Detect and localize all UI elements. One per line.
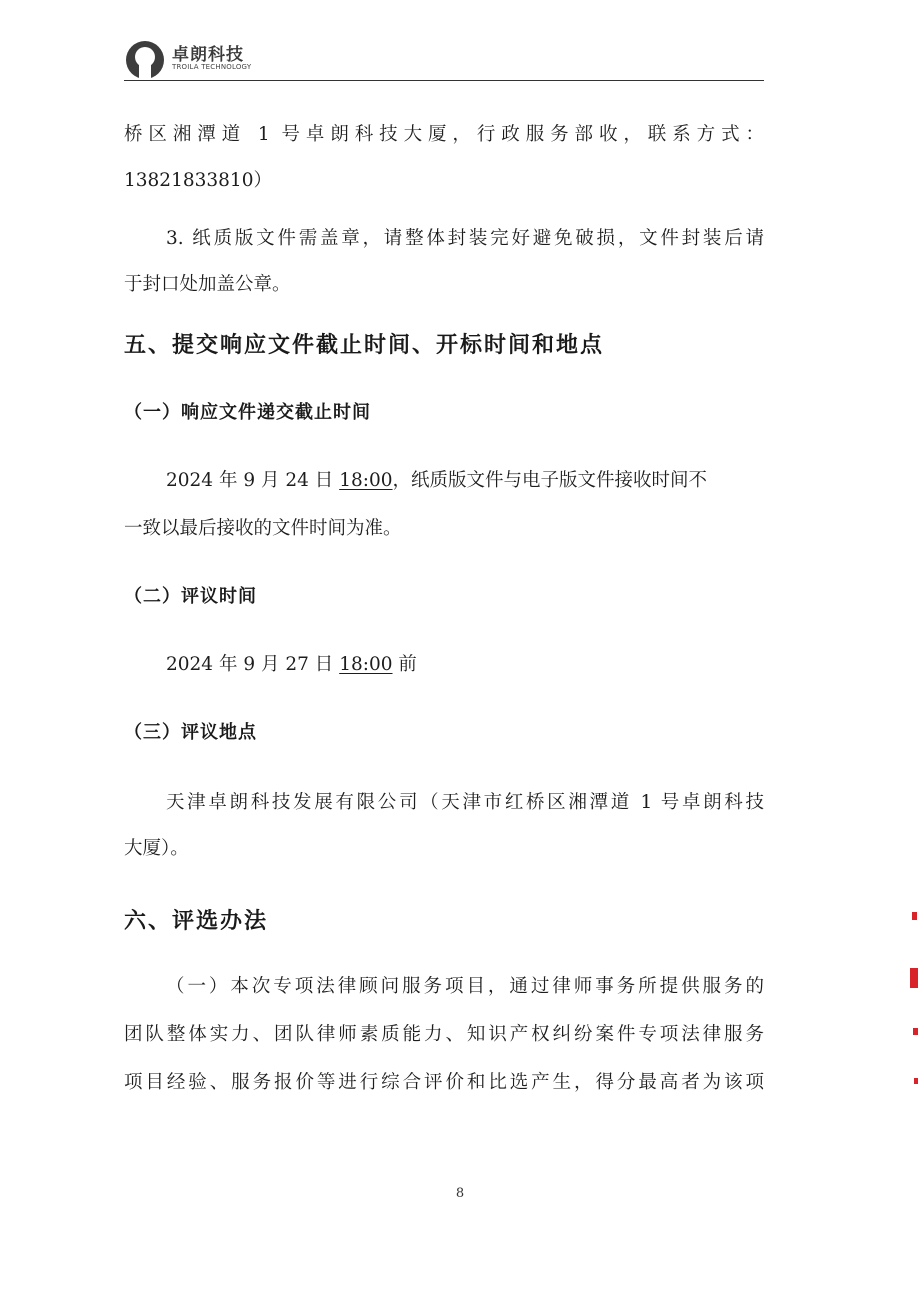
company-logo-icon xyxy=(124,39,166,81)
paragraph-3-line-1: 3. 纸质版文件需盖章，请整体封装完好避免破损，文件封装后请 xyxy=(166,228,764,249)
section-5-1-heading: （一）响应文件递交截止时间 xyxy=(124,402,371,423)
evaluation-line-2: 团队整体实力、团队律师素质能力、知识产权纠纷案件专项法律服务 xyxy=(124,1024,764,1045)
evaluation-line-1: （一）本次专项法律顾问服务项目，通过律师事务所提供服务的 xyxy=(166,976,764,997)
section-5-2-heading: （二）评议时间 xyxy=(124,586,257,607)
logo-english-name: TROILA TECHNOLOGY xyxy=(172,63,252,71)
address-line-2: 13821833810） xyxy=(124,170,272,191)
address-line-1: 桥区湘潭道 1 号卓朗科技大厦，行政服务部收，联系方式： xyxy=(124,124,764,145)
seal-fragment xyxy=(910,968,918,988)
page-header xyxy=(124,36,764,82)
review-time: 18:00 xyxy=(339,654,393,675)
seal-fragment xyxy=(914,1078,918,1084)
section-5-heading: 五、提交响应文件截止时间、开标时间和地点 xyxy=(124,333,605,358)
header-divider xyxy=(124,80,764,81)
deadline-line-1 xyxy=(166,466,707,492)
section-5-3-heading: （三）评议地点 xyxy=(124,722,257,743)
page-number: 8 xyxy=(455,1186,465,1201)
review-date: 2024 年 9 月 27 日 xyxy=(166,654,340,675)
deadline-time: 18:00 xyxy=(339,470,393,491)
section-6-heading: 六、评选办法 xyxy=(124,909,269,934)
review-time-line xyxy=(166,650,417,676)
deadline-note: ，纸质版文件与电子版文件接收时间不 xyxy=(392,470,708,491)
evaluation-line-3: 项目经验、服务报价等进行综合评价和比选产生，得分最高者为该项 xyxy=(124,1072,764,1093)
review-location-line-1: 天津卓朗科技发展有限公司（天津市红桥区湘潭道 1 号卓朗科技 xyxy=(166,792,764,813)
seal-fragment xyxy=(912,912,917,920)
seal-fragment xyxy=(913,1028,918,1035)
review-location-line-2: 大厦）。 xyxy=(124,838,189,859)
review-suffix: 前 xyxy=(392,654,417,675)
paragraph-3-line-2: 于封口处加盖公章。 xyxy=(124,274,291,295)
deadline-date: 2024 年 9 月 24 日 xyxy=(166,470,340,491)
deadline-line-2: 一致以最后接收的文件时间为准。 xyxy=(124,518,402,539)
logo-chinese-name: 卓朗科技 xyxy=(172,45,244,65)
